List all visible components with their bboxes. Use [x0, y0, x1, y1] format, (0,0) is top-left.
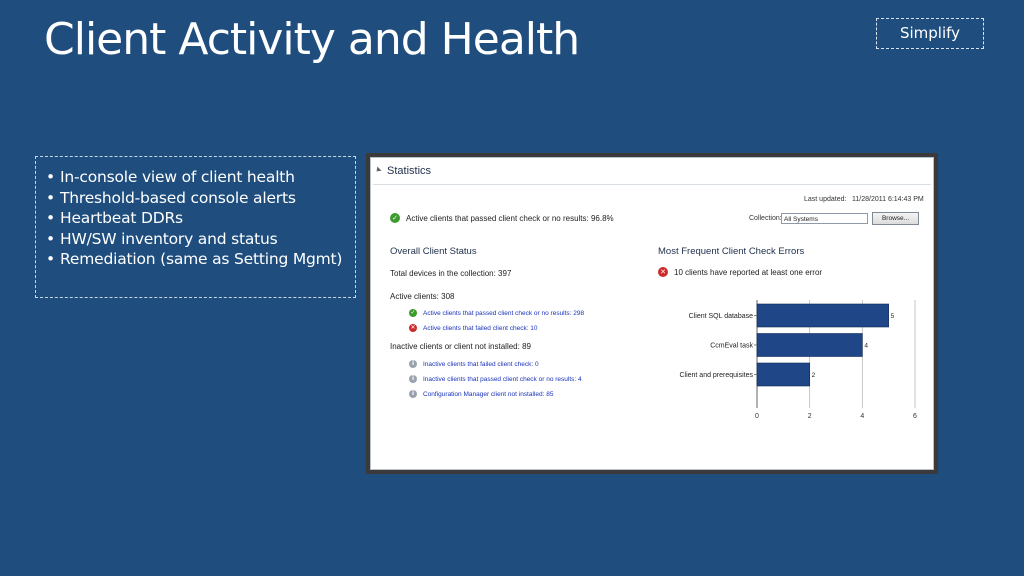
inactive-failed-link[interactable]: Inactive clients that failed client check: 0 — [423, 361, 539, 368]
slide-title: Client Activity and Health — [44, 14, 580, 65]
collapse-icon[interactable] — [374, 166, 381, 173]
errors-bar-chart — [651, 296, 923, 421]
simplify-tag: Simplify — [876, 18, 984, 49]
panel-header[interactable] — [373, 160, 931, 185]
x-tick-label: 0 — [755, 413, 759, 420]
check-ok-icon: ✓ — [410, 309, 416, 316]
total-devices: Total devices in the collection: 397 — [390, 269, 512, 278]
x-tick-label: 2 — [807, 413, 812, 420]
bullet-list — [46, 167, 355, 270]
bar — [757, 363, 810, 386]
check-ok-icon: ✓ — [390, 213, 400, 223]
console-screenshot — [366, 153, 938, 474]
x-tick-label: 4 — [860, 413, 865, 420]
errors-summary: 10 clients have reported at least one error — [674, 268, 823, 277]
bar — [757, 334, 862, 357]
active-passed-link[interactable]: Active clients that passed client check or no results: 298 — [423, 310, 585, 317]
info-icon: i — [409, 375, 417, 383]
bullet-item: • Heartbeat DDRs — [46, 209, 183, 227]
error-icon: ✕ — [658, 267, 668, 277]
active-failed-link[interactable]: Active clients that failed client check: 10 — [423, 325, 538, 332]
inactive-clients: Inactive clients or client not installed: 89 — [390, 342, 531, 351]
bullet-item: • HW/SW inventory and status — [46, 229, 278, 248]
info-icon: i — [409, 360, 417, 368]
category-label: Client SQL database — [688, 313, 753, 320]
bar — [757, 304, 889, 327]
active-clients: Active clients: 308 — [390, 292, 455, 301]
bullet-item: • Remediation (same as Setting Mgmt) — [46, 250, 343, 268]
passed-summary: Active clients that passed client check or no results: 96.8% — [406, 214, 614, 223]
statistics-panel — [370, 157, 934, 470]
info-icon: i — [409, 390, 417, 398]
inactive-passed-link[interactable]: Inactive clients that passed client check or no results: 4 — [423, 376, 582, 383]
error-icon: ✕ — [410, 324, 416, 331]
errors-title: Most Frequent Client Check Errors — [658, 246, 805, 257]
x-tick-label: 6 — [913, 413, 917, 420]
category-label: CcmEval task — [710, 342, 753, 350]
data-label: 2 — [811, 372, 816, 379]
overall-status-title: Overall Client Status — [390, 246, 477, 257]
panel-title: Statistics — [387, 165, 432, 177]
collection-label: Collection: — [749, 215, 782, 222]
not-installed-link[interactable]: Configuration Manager client not installed: 85 — [423, 391, 554, 398]
collection-field[interactable]: All Systems — [781, 213, 868, 224]
last-updated-value: 11/28/2011 6:14:43 PM — [852, 196, 924, 203]
data-label: 4 — [864, 342, 868, 350]
bullet-item: • Threshold-based console alerts — [46, 188, 296, 207]
bullet-item: • In-console view of client health — [46, 168, 295, 186]
category-label: Client and prerequisites — [679, 372, 753, 379]
browse-button[interactable]: Browse... — [872, 212, 919, 225]
bullet-box — [35, 156, 356, 298]
data-label: 5 — [890, 313, 895, 320]
last-updated-label: Last updated: — [804, 196, 847, 203]
